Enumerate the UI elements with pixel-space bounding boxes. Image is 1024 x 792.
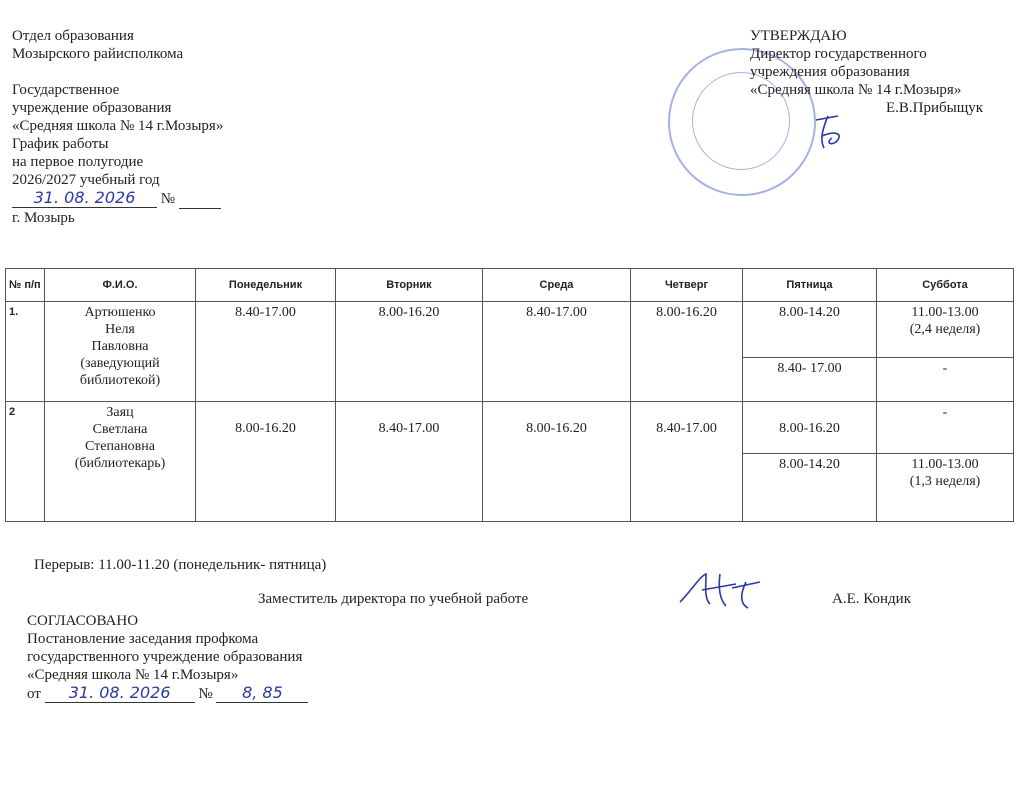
wednesday-hours: 8.00-16.20 [483,402,631,522]
row-num: 1. [6,302,45,402]
monday-hours: 8.40-17.00 [196,302,336,402]
deputy-position: Заместитель директора по учебной работе [258,591,529,607]
city: г. Мозырь [12,210,75,226]
employee-name [45,302,196,402]
issuer-dept: Отдел образования [12,28,134,44]
agreed-block [27,612,308,703]
table-header-row [6,269,1014,302]
approval-position-2: учреждения образования [750,64,910,80]
saturday-hours: - [877,358,1014,402]
saturday-hours: - [877,402,1014,454]
saturday-hours [877,454,1014,522]
approval-title: УТВЕРЖДАЮ [750,28,847,44]
header-friday: Пятница [743,269,877,302]
header-tuesday: Вторник [336,269,483,302]
row-num: 2 [6,402,45,522]
fio-line: Заяц [106,405,134,420]
handwritten-number: 8, 85 [216,684,308,703]
fio-line: библиотекой) [79,373,161,388]
saturday-hours [877,302,1014,358]
handwritten-date: 31. 08. 2026 [45,684,195,703]
director-signature [808,112,858,152]
agreed-date-line [27,684,308,703]
thursday-hours: 8.00-16.20 [631,302,743,402]
fio-line: (заведующий [80,356,160,371]
fio-line: Светлана [92,422,148,437]
fio-line: Артюшенко [84,305,156,320]
header-saturday: Суббота [877,269,1014,302]
fio-line: Павловна [91,339,149,354]
tuesday-hours: 8.00-16.20 [336,302,483,402]
document-title: График работы [12,136,109,152]
institution-kind: учреждение образования [12,100,172,116]
header-wednesday: Среда [483,269,631,302]
fio-line: Неля [105,322,135,337]
institution-type: Государственное [12,82,120,98]
number-blank [179,190,221,209]
school-year: 2026/2027 учебный год [12,172,160,188]
monday-hours: 8.00-16.20 [196,402,336,522]
document-period: на первое полугодие [12,154,144,170]
table-row [6,402,1014,454]
from-label: от [27,686,41,702]
header-thursday: Четверг [631,269,743,302]
break-note: Перерыв: 11.00-11.20 (понедельник- пятница) [34,557,327,573]
handwritten-date: 31. 08. 2026 [12,189,157,208]
schedule-table [5,268,1014,522]
saturday-weeks: (2,4 неделя) [909,322,981,337]
employee-name [45,402,196,522]
wednesday-hours: 8.40-17.00 [483,302,631,402]
table-row [6,302,1014,358]
number-sign: № [160,191,176,207]
saturday-time: 11.00-13.00 [911,457,979,472]
approval-block [750,27,983,117]
issuer-block [12,27,223,227]
header-fio: Ф.И.О. [45,269,196,302]
tuesday-hours: 8.40-17.00 [336,402,483,522]
deputy-signature [676,568,766,612]
header-num: № п/п [6,269,45,302]
agreed-line-1: Постановление заседания профкома [27,631,259,647]
approval-position-1: Директор государственного [750,46,927,62]
saturday-time: 11.00-13.00 [911,305,979,320]
friday-hours: 8.00-14.20 [743,454,877,522]
friday-hours: 8.00-14.20 [743,302,877,358]
institution-name: «Средняя школа № 14 г.Мозыря» [12,118,224,134]
friday-hours: 8.00-16.20 [743,402,877,454]
deputy-name: А.Е. Кондик [832,591,911,607]
thursday-hours: 8.40-17.00 [631,402,743,522]
fio-line: (библиотекарь) [74,456,166,471]
date-number-line [12,189,223,209]
saturday-weeks: (1,3 неделя) [909,474,981,489]
fio-line: Степановна [85,439,155,454]
number-sign: № [198,686,213,702]
friday-hours: 8.40- 17.00 [743,358,877,402]
issuer-executive-committee: Мозырского райисполкома [12,46,184,62]
agreed-line-3: «Средняя школа № 14 г.Мозыря» [27,667,239,683]
approval-director-name: Е.В.Прибыщук [886,100,984,116]
agreed-line-2: государственного учреждение образования [27,649,303,665]
agreed-title: СОГЛАСОВАНО [27,613,139,629]
approval-institution: «Средняя школа № 14 г.Мозыря» [750,82,962,98]
header-monday: Понедельник [196,269,336,302]
